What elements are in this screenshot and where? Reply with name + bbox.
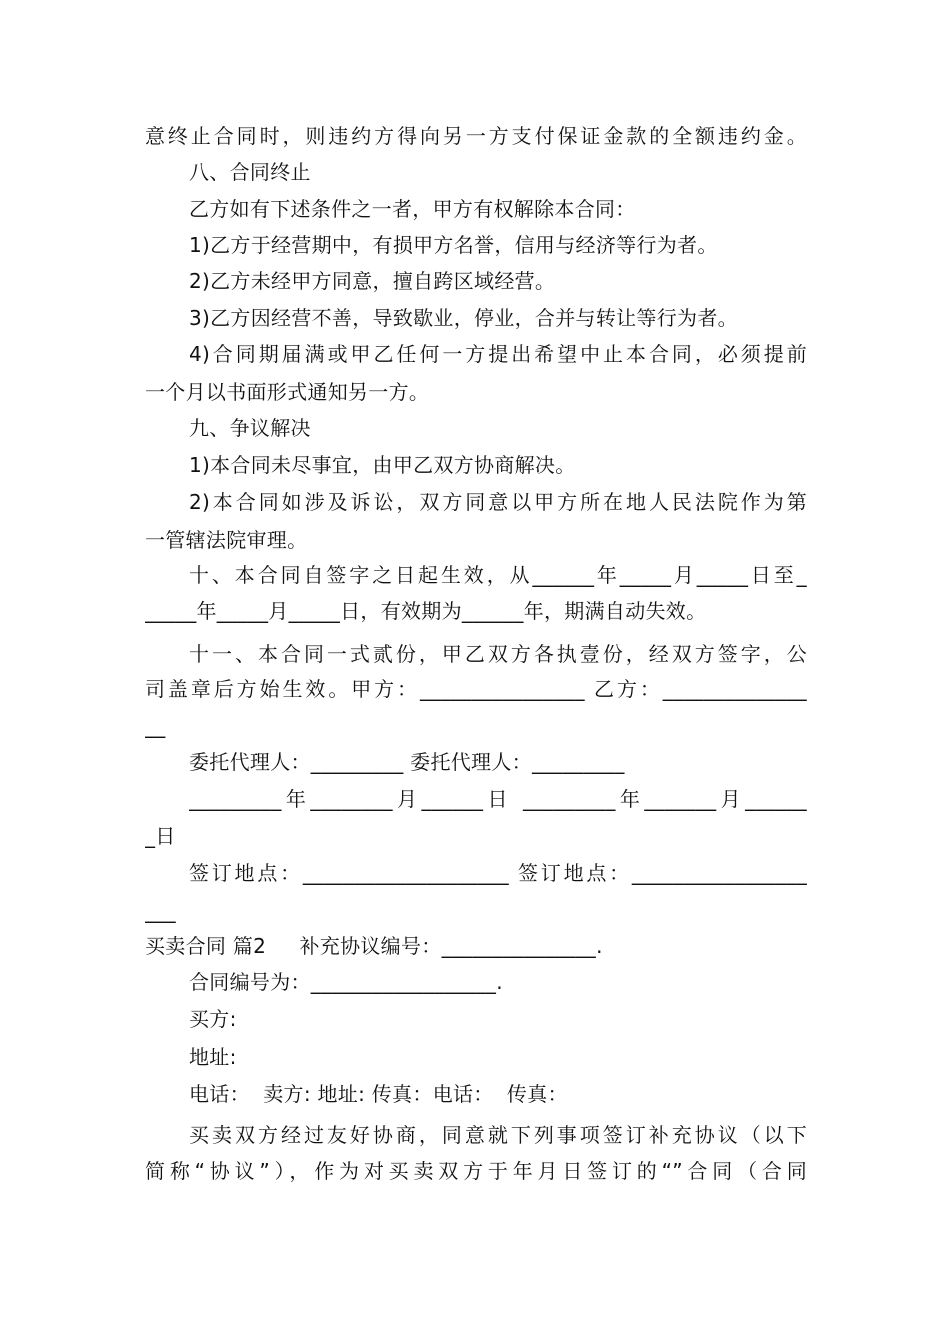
place-line: ___ <box>145 899 176 923</box>
paragraph-line: 十一、本合同一式贰份，甲乙双方各执壹份，经双方签字，公 <box>189 642 807 666</box>
field-line: 电话： 卖方: 地址: 传真：电话： 传真： <box>189 1082 568 1106</box>
contract-number-line: 合同编号为：__________________. <box>189 970 503 994</box>
section-heading: 八、合同终止 <box>189 160 311 184</box>
list-item: 3)乙方因经营不善，导致歇业，停业，合并与转让等行为者。 <box>189 306 738 330</box>
paragraph-line: 十、本合同自签字之日起生效，从______年_____月_____日至_ <box>189 563 807 587</box>
list-item: 2)乙方未经甲方同意，擅自跨区域经营。 <box>189 269 556 293</box>
paragraph-line: _____年_____月_____日，有效期为______年，期满自动失效。 <box>145 599 707 623</box>
place-line: 签订地点：____________________ 签订地点：_________________ <box>189 861 807 885</box>
paragraph-line: 一个月以书面形式通知另一方。 <box>145 380 430 404</box>
paragraph-line: __ <box>145 714 166 738</box>
paragraph-line: 简称“协议”），作为对买卖双方于年月日签订的“”合同（合同 <box>145 1159 807 1183</box>
list-item: 2)本合同如涉及诉讼，双方同意以甲方所在地人民法院作为第 <box>189 490 807 514</box>
paragraph-line: 买卖双方经过友好协商，同意就下列事项签订补充协议（以下 <box>189 1123 807 1147</box>
paragraph-line: 一管辖法院审理。 <box>145 528 308 552</box>
date-line: _日 <box>145 824 176 848</box>
date-line: _________年________月______日 _________年_______月______ <box>189 787 807 811</box>
field-line: 买方: <box>189 1007 237 1031</box>
list-item: 1)本合同未尽事宜，由甲乙双方协商解决。 <box>189 453 576 477</box>
paragraph-line: 意终止合同时，则违约方得向另一方支付保证金款的全额违约金。 <box>145 124 807 148</box>
section-heading: 九、争议解决 <box>189 416 311 440</box>
section-title: 买卖合同 篇2 补充协议编号：_______________. <box>145 934 603 958</box>
paragraph-line: 司盖章后方始生效。甲方：________________ 乙方：______________ <box>145 677 807 701</box>
list-item: 4)合同期届满或甲乙任何一方提出希望中止本合同，必须提前 <box>189 342 807 366</box>
paragraph-line: 乙方如有下述条件之一者，甲方有权解除本合同： <box>189 197 636 221</box>
signature-line: 委托代理人：_________ 委托代理人：_________ <box>189 750 625 774</box>
list-item: 1)乙方于经营期中，有损甲方名誉，信用与经济等行为者。 <box>189 233 718 257</box>
field-line: 地址: <box>189 1045 237 1069</box>
